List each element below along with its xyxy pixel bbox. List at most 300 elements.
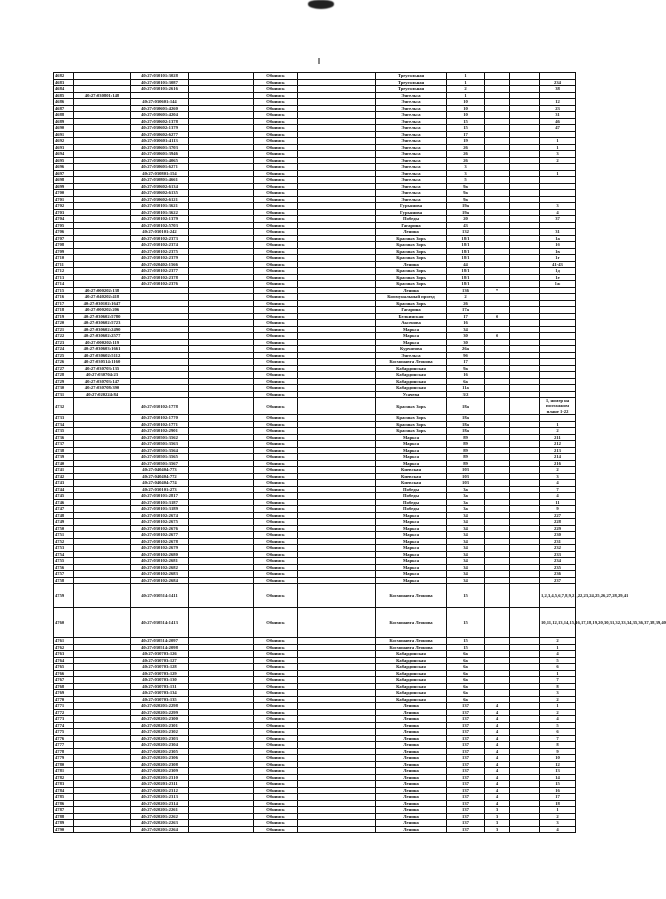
row-number-cell: 4685 <box>54 92 74 99</box>
cadastral-number-alt-cell: 40:27:030602:1379 <box>131 125 189 132</box>
cadastral-number-alt-cell: 40:27:030703:128 <box>131 664 189 671</box>
house-cell: 9а <box>447 365 485 372</box>
street-cell: Энгельса <box>376 112 447 119</box>
street-cell: Энгельса <box>376 99 447 106</box>
city-cell: Обнинск <box>254 131 298 138</box>
house-cell: 103 <box>447 467 485 474</box>
city-cell: Обнинск <box>254 313 298 320</box>
row-number-cell: 4767 <box>54 677 74 684</box>
street-cell: Космонавта Леонова <box>376 359 447 366</box>
row-number-cell: 4758 <box>54 577 74 584</box>
city-cell: Обнинск <box>254 118 298 125</box>
building-cell: 3 <box>485 820 510 827</box>
scan-artifact <box>308 0 334 9</box>
apartment-cell: 17 <box>540 794 576 801</box>
cadastral-number-alt-cell: 40:27:020201:2309 <box>131 768 189 775</box>
row-number-cell: 4773 <box>54 716 74 723</box>
row-number-cell: 4782 <box>54 774 74 781</box>
street-cell: Космонавта Леонова <box>376 638 447 645</box>
house-cell: 15 <box>447 608 485 638</box>
row-number-cell: 4781 <box>54 768 74 775</box>
row-number-cell: 4702 <box>54 203 74 210</box>
empty-cell <box>189 608 254 638</box>
apartment-cell: 230 <box>540 532 576 539</box>
street-cell: Ленина <box>376 813 447 820</box>
house-cell: 34 <box>447 538 485 545</box>
house-cell: 17а <box>447 307 485 314</box>
street-cell: Красных Зорь <box>376 235 447 242</box>
row-number-cell: 4747 <box>54 506 74 513</box>
cadastral-number-alt-cell: 40:27:030602:1378 <box>131 118 189 125</box>
house-cell: 6а <box>447 651 485 658</box>
city-cell: Обнинск <box>254 794 298 801</box>
city-cell: Обнинск <box>254 787 298 794</box>
row-number-cell: 4752 <box>54 538 74 545</box>
street-cell: Ленина <box>376 709 447 716</box>
building-cell: 4 <box>485 800 510 807</box>
street-cell: Кабардинская <box>376 372 447 379</box>
apartment-cell: 211 <box>540 434 576 441</box>
building-cell: б <box>485 313 510 320</box>
city-cell: Обнинск <box>254 657 298 664</box>
row-number-cell: 4732 <box>54 398 74 415</box>
cadastral-number-cell: 40:27:030708:390 <box>74 385 131 392</box>
row-number-cell: 4753 <box>54 545 74 552</box>
house-cell: 34 <box>447 571 485 578</box>
house-cell: 137 <box>447 820 485 827</box>
apartment-cell: 2 <box>540 157 576 164</box>
street-cell: Маркса <box>376 551 447 558</box>
city-cell: Обнинск <box>254 287 298 294</box>
cadastral-number-alt-cell: 40:27:030102:2901 <box>131 428 189 435</box>
house-cell: 137 <box>447 748 485 755</box>
street-cell: Красных Зорь <box>376 428 447 435</box>
row-number-cell: 4716 <box>54 294 74 301</box>
street-cell: Красных Зорь <box>376 300 447 307</box>
cadastral-number-cell: 40:27:000202:138 <box>74 287 131 294</box>
cadastral-number-cell: 40:27:020224:84 <box>74 391 131 398</box>
street-cell: Красных Зорь <box>376 415 447 422</box>
apartment-cell: 16 <box>540 787 576 794</box>
row-number-cell: 4765 <box>54 664 74 671</box>
house-cell: 1 <box>447 73 485 80</box>
apartment-cell: 234 <box>540 79 576 86</box>
apartment-cell: 1 <box>540 703 576 710</box>
row-number-cell: 4703 <box>54 209 74 216</box>
empty-cell <box>510 584 540 608</box>
row-number-cell: 4775 <box>54 729 74 736</box>
cadastral-number-alt-cell: 40:27:030703:129 <box>131 670 189 677</box>
row-number-cell: 4734 <box>54 421 74 428</box>
house-cell: 137 <box>447 774 485 781</box>
house-cell: 137 <box>447 729 485 736</box>
house-cell: 16 <box>447 320 485 327</box>
house-cell: 6а <box>447 670 485 677</box>
empty-cell <box>510 608 540 638</box>
house-cell: 89 <box>447 441 485 448</box>
row-number-cell: 4715 <box>54 287 74 294</box>
street-cell: Гагарина <box>376 222 447 229</box>
building-cell: 4 <box>485 735 510 742</box>
street-cell: Ленина <box>376 716 447 723</box>
house-cell: 6а <box>447 378 485 385</box>
apartment-cell: 3 <box>540 690 576 697</box>
city-cell: Обнинск <box>254 774 298 781</box>
city-cell: Обнинск <box>254 222 298 229</box>
cadastral-number-cell: 40:27:030102:1647 <box>74 300 131 307</box>
city-cell: Обнинск <box>254 551 298 558</box>
apartment-cell: 3 <box>540 151 576 158</box>
cadastral-number-alt-cell: 40:27:020201:2312 <box>131 787 189 794</box>
street-cell: Энгельса <box>376 131 447 138</box>
house-cell: 137 <box>447 787 485 794</box>
cadastral-number-alt-cell: 40:27:030101:3028 <box>131 73 189 80</box>
city-cell: Обнинск <box>254 144 298 151</box>
house-cell: 34 <box>447 532 485 539</box>
cadastral-number-alt-cell: 40:27:030102:2376 <box>131 281 189 288</box>
house-cell: 136 <box>447 287 485 294</box>
row-number-cell: 4787 <box>54 807 74 814</box>
house-cell: 3а <box>447 493 485 500</box>
cadastral-number-alt-cell: 40:27:030601:4260 <box>131 105 189 112</box>
apartment-cell: 1 <box>540 807 576 814</box>
city-cell: Обнинск <box>254 564 298 571</box>
building-cell: 4 <box>485 748 510 755</box>
row-number-cell: 4686 <box>54 99 74 106</box>
apartment-cell: 46 <box>540 118 576 125</box>
apartment-cell: 6 <box>540 664 576 671</box>
apartment-cell: 8 <box>540 742 576 749</box>
city-cell: Обнинск <box>254 294 298 301</box>
house-cell: 89 <box>447 434 485 441</box>
cadastral-number-alt-cell: 40:27:040404:773 <box>131 467 189 474</box>
house-cell: 34 <box>447 577 485 584</box>
street-cell: Маркса <box>376 564 447 571</box>
street-cell: Ленина <box>376 826 447 833</box>
street-cell: Ленина <box>376 742 447 749</box>
row-number-cell: 4761 <box>54 638 74 645</box>
city-cell: Обнинск <box>254 512 298 519</box>
scan-mark <box>318 58 320 64</box>
row-number-cell: 4724 <box>54 346 74 353</box>
city-cell: Обнинск <box>254 755 298 762</box>
city-cell: Обнинск <box>254 352 298 359</box>
apartment-cell: 37 <box>540 216 576 223</box>
city-cell: Обнинск <box>254 820 298 827</box>
cadastral-number-alt-cell: 40:27:020201:2311 <box>131 781 189 788</box>
cadastral-number-alt-cell: 40:27:030703:127 <box>131 657 189 664</box>
apartment-cell: 7 <box>540 677 576 684</box>
cadastral-number-alt-cell: 40:27:030102:2678 <box>131 538 189 545</box>
city-cell: Обнинск <box>254 92 298 99</box>
cadastral-number-alt-cell: 40:27:020201:2314 <box>131 800 189 807</box>
cadastral-number-cell: 40:27:030514:1160 <box>74 359 131 366</box>
street-cell: Победы <box>376 216 447 223</box>
cadastral-number-alt-cell: 40:27:040404:774 <box>131 480 189 487</box>
city-cell: Обнинск <box>254 99 298 106</box>
city-cell: Обнинск <box>254 151 298 158</box>
city-cell: Обнинск <box>254 320 298 327</box>
cadastral-number-alt-cell: 40:27:020201:2264 <box>131 826 189 833</box>
apartment-cell: 234 <box>540 558 576 565</box>
city-cell: Обнинск <box>254 216 298 223</box>
cadastral-number-cell: 40:27:030602:5723 <box>74 320 131 327</box>
street-cell: Маркса <box>376 447 447 454</box>
building-cell: 4 <box>485 774 510 781</box>
city-cell: Обнинск <box>254 454 298 461</box>
row-number-cell: 4786 <box>54 800 74 807</box>
row-number-cell: 4779 <box>54 755 74 762</box>
apartment-cell: 235 <box>540 564 576 571</box>
apartment-cell: 3 <box>540 203 576 210</box>
row-number-cell: 4745 <box>54 493 74 500</box>
row-number-cell: 4748 <box>54 512 74 519</box>
city-cell: Обнинск <box>254 722 298 729</box>
cadastral-number-cell: 40:27:030602:5780 <box>74 313 131 320</box>
cadastral-number-alt-cell: 40:27:020201:2262 <box>131 813 189 820</box>
street-cell: Ленина <box>376 703 447 710</box>
city-cell: Обнинск <box>254 125 298 132</box>
property-table <box>53 72 666 833</box>
cadastral-number-alt-cell: 40:27:030102:5703 <box>131 222 189 229</box>
street-cell: Энгельса <box>376 183 447 190</box>
street-cell: Киевская <box>376 480 447 487</box>
street-cell: Энгельса <box>376 125 447 132</box>
house-cell: 15 <box>447 638 485 645</box>
row-number-cell: 4750 <box>54 525 74 532</box>
building-cell <box>485 398 510 415</box>
cadastral-number-alt-cell: 40:27:030102:1771 <box>131 421 189 428</box>
cadastral-number-alt-cell: 40:27:030514:2097 <box>131 638 189 645</box>
cadastral-number-alt-cell: 40:27:030102:2681 <box>131 558 189 565</box>
empty-cell <box>510 826 540 833</box>
cadastral-number-alt-cell: 40:27:020201:2303 <box>131 735 189 742</box>
street-cell: Маркса <box>376 577 447 584</box>
row-number-cell: 4739 <box>54 454 74 461</box>
row-number-cell: 4737 <box>54 441 74 448</box>
cadastral-number-alt-cell: 40:27:030602:6135 <box>131 190 189 197</box>
cadastral-number-alt-cell: 40:27:030101:3189 <box>131 506 189 513</box>
street-cell: Кабардинская <box>376 657 447 664</box>
house-cell: 15 <box>447 584 485 608</box>
row-number-cell: 4744 <box>54 486 74 493</box>
apartment-cell: 233 <box>540 551 576 558</box>
city-cell: Обнинск <box>254 761 298 768</box>
building-cell: 4 <box>485 703 510 710</box>
empty-cell <box>189 584 254 608</box>
street-cell: Ленина <box>376 787 447 794</box>
street-cell: Гагарина <box>376 307 447 314</box>
row-number-cell: 4784 <box>54 787 74 794</box>
city-cell: Обнинск <box>254 372 298 379</box>
cadastral-number-alt-cell: 40:27:030102:2675 <box>131 519 189 526</box>
street-cell: Ленина <box>376 794 447 801</box>
building-cell: 4 <box>485 742 510 749</box>
house-cell: 6а <box>447 683 485 690</box>
street-cell: Киевская <box>376 473 447 480</box>
building-cell: 4 <box>485 787 510 794</box>
cadastral-number-alt-cell: 40:27:030514:1411 <box>131 584 189 608</box>
empty-cell <box>510 398 540 415</box>
house-cell: 137 <box>447 794 485 801</box>
city-cell: Обнинск <box>254 545 298 552</box>
row-number-cell: 4770 <box>54 696 74 703</box>
apartment-cell: 9 <box>540 748 576 755</box>
street-cell: Победы <box>376 499 447 506</box>
street-cell: Кабардинская <box>376 378 447 385</box>
street-cell: Энгельса <box>376 151 447 158</box>
apartment-cell: 229 <box>540 525 576 532</box>
street-cell: Ленина <box>376 735 447 742</box>
city-cell: Обнинск <box>254 112 298 119</box>
row-number-cell: 4789 <box>54 820 74 827</box>
cadastral-number-alt-cell: 40:27:030102:2377 <box>131 268 189 275</box>
city-cell: Обнинск <box>254 307 298 314</box>
row-number-cell: 4735 <box>54 428 74 435</box>
row-number-cell: 4788 <box>54 813 74 820</box>
cadastral-number-alt-cell: 40:27:030703:131 <box>131 683 189 690</box>
apartment-cell: 1,2,3,4,5,6,7,8,9,21,22,23,24,25,26,27,28,29,41 <box>540 584 576 608</box>
house-cell: 18/1 <box>447 235 485 242</box>
house-cell: 10 <box>447 99 485 106</box>
city-cell: Обнинск <box>254 742 298 749</box>
apartment-cell: 12 <box>540 761 576 768</box>
cadastral-number-alt-cell: 40:27:030601:3946 <box>131 151 189 158</box>
cadastral-number-alt-cell: 40:27:030102:2374 <box>131 242 189 249</box>
house-cell: 103 <box>447 473 485 480</box>
house-cell: 6а <box>447 690 485 697</box>
street-cell: Кабардинская <box>376 670 447 677</box>
row-number-cell: 4712 <box>54 268 74 275</box>
house-cell: 3 <box>447 164 485 171</box>
cadastral-number-alt-cell: 40:27:030602:6121 <box>131 196 189 203</box>
cadastral-number-alt-cell: 40:27:020201:2301 <box>131 722 189 729</box>
house-cell: 9б <box>447 352 485 359</box>
apartment-cell: 4 <box>540 493 576 500</box>
city-cell: Обнинск <box>254 499 298 506</box>
row-number-cell: 4783 <box>54 781 74 788</box>
apartment-cell: 1 <box>540 670 576 677</box>
city-cell: Обнинск <box>254 79 298 86</box>
street-cell: Ленина <box>376 229 447 236</box>
cadastral-number-alt-cell: 40:27:030501:3567 <box>131 460 189 467</box>
street-cell: Маркса <box>376 434 447 441</box>
street-cell: Энгельса <box>376 144 447 151</box>
street-cell: Маркса <box>376 326 447 333</box>
house-cell: 34 <box>447 512 485 519</box>
street-cell: Энгельса <box>376 157 447 164</box>
city-cell: Обнинск <box>254 670 298 677</box>
table-row <box>54 826 576 833</box>
street-cell: Красных Зорь <box>376 421 447 428</box>
city-cell: Обнинск <box>254 203 298 210</box>
cadastral-number-alt-cell: 40:27:030703:126 <box>131 651 189 658</box>
city-cell: Обнинск <box>254 164 298 171</box>
apartment-cell: 2 <box>540 696 576 703</box>
house-cell: 17 <box>447 359 485 366</box>
cadastral-number-alt-cell: 40:27:030102:2684 <box>131 577 189 584</box>
apartment-cell: 1б <box>540 242 576 249</box>
building-cell <box>485 584 510 608</box>
cadastral-number-alt-cell: 40:27:030601:6271 <box>131 164 189 171</box>
city-cell: Обнинск <box>254 473 298 480</box>
house-cell: 89 <box>447 447 485 454</box>
apartment-cell: 227 <box>540 512 576 519</box>
row-number-cell: 4709 <box>54 248 74 255</box>
cadastral-number-alt-cell: 40:27:030102:1379 <box>131 216 189 223</box>
city-cell: Обнинск <box>254 800 298 807</box>
street-cell: Кабардинская <box>376 683 447 690</box>
street-cell: Кабардинская <box>376 690 447 697</box>
house-cell: 18а <box>447 428 485 435</box>
street-cell: Энгельса <box>376 118 447 125</box>
house-cell: 137 <box>447 781 485 788</box>
apartment-cell: 4 <box>540 209 576 216</box>
house-cell: 137 <box>447 761 485 768</box>
row-number-cell: 4694 <box>54 151 74 158</box>
house-cell: 26 <box>447 157 485 164</box>
cadastral-number-alt-cell: 40:27:030801:154 <box>131 170 189 177</box>
city-cell: Обнинск <box>254 391 298 398</box>
cadastral-number-alt-cell: 40:27:020201:2313 <box>131 794 189 801</box>
row-number-cell: 4692 <box>54 138 74 145</box>
city-cell: Обнинск <box>254 709 298 716</box>
apartment-cell: 2 <box>540 428 576 435</box>
house-cell: 18а <box>447 398 485 415</box>
house-cell: 2 <box>447 294 485 301</box>
building-cell: 4 <box>485 794 510 801</box>
street-cell: Победы <box>376 486 447 493</box>
row-number-cell: 4731 <box>54 391 74 398</box>
apartment-cell: 15 <box>540 781 576 788</box>
cadastral-number-alt-cell: 40:27:030501:3563 <box>131 441 189 448</box>
building-cell: 4 <box>485 722 510 729</box>
city-cell: Обнинск <box>254 421 298 428</box>
cadastral-number-alt-cell: 40:27:020201:2306 <box>131 755 189 762</box>
city-cell: Обнинск <box>254 608 298 638</box>
street-cell: Маркса <box>376 441 447 448</box>
apartment-cell: 11 <box>540 499 576 506</box>
house-cell: 34 <box>447 545 485 552</box>
row-number-cell: 4723 <box>54 339 74 346</box>
cadastral-number-alt-cell: 40:27:020201:2261 <box>131 807 189 814</box>
apartment-cell: 213 <box>540 447 576 454</box>
apartment-cell: 4 <box>540 651 576 658</box>
row-number-cell: 4701 <box>54 196 74 203</box>
street-cell: Киевская <box>376 467 447 474</box>
empty-cell <box>189 398 254 415</box>
city-cell: Обнинск <box>254 441 298 448</box>
empty-cell <box>298 584 376 608</box>
apartment-cell: 31 <box>540 112 576 119</box>
apartment-cell: 7 <box>540 486 576 493</box>
city-cell: Обнинск <box>254 638 298 645</box>
city-cell: Обнинск <box>254 268 298 275</box>
apartment-cell: 7 <box>540 735 576 742</box>
street-cell: Гурьянова <box>376 209 447 216</box>
house-cell: 26 <box>447 144 485 151</box>
street-cell: Маркса <box>376 545 447 552</box>
apartment-cell: 38 <box>540 86 576 93</box>
row-number-cell: 4719 <box>54 313 74 320</box>
house-cell: 19а <box>447 209 485 216</box>
building-cell: 4 <box>485 709 510 716</box>
cadastral-number-alt-cell: 40:27:030703:130 <box>131 677 189 684</box>
street-cell: Красных Зорь <box>376 281 447 288</box>
house-cell: 18/1 <box>447 274 485 281</box>
street-cell: Ленина <box>376 748 447 755</box>
cadastral-number-alt-cell: 40:27:020201:2300 <box>131 716 189 723</box>
